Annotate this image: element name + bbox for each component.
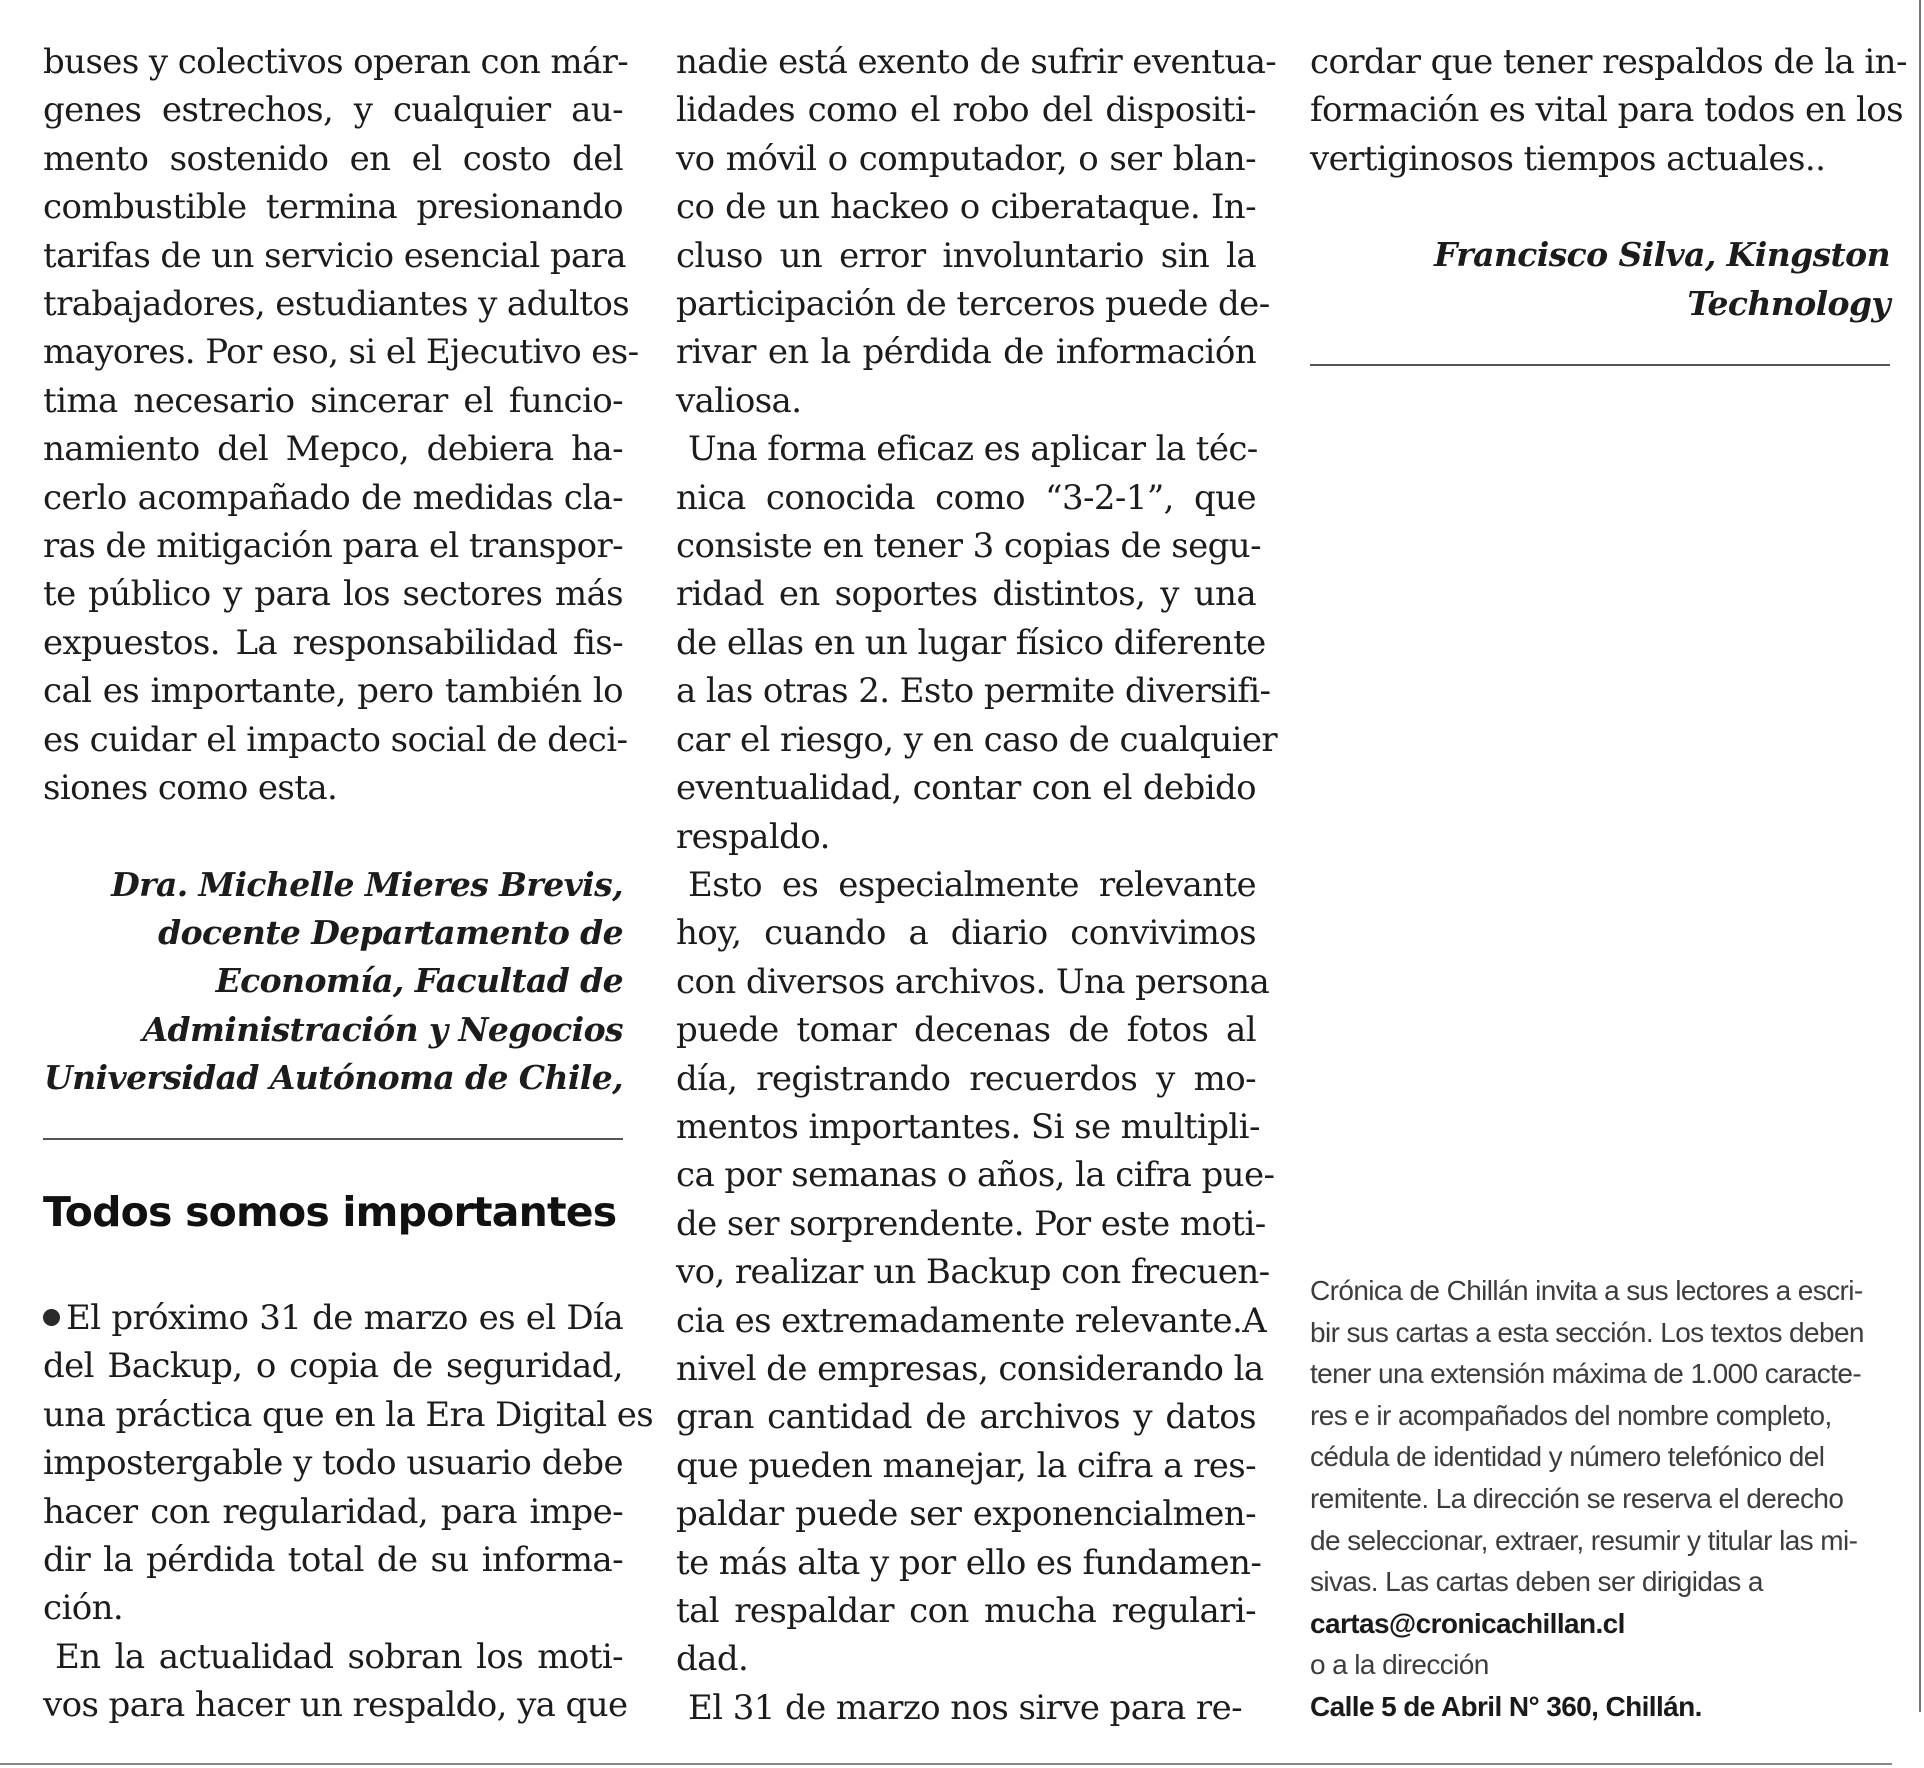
letter-2-title: Todos somos importantes — [43, 1188, 617, 1236]
text-line: El 31 de marzo nos sirve para re- — [688, 1687, 1242, 1728]
text-line: vo móvil o computador, o ser blan- — [676, 138, 1256, 179]
text-line: nica conocida como “3-2-1”, que — [676, 477, 1256, 518]
divider — [1310, 364, 1890, 366]
text-line: buses y colectivos operan con már- — [43, 42, 629, 82]
text-line: dir la pérdida total de su informa- — [43, 1540, 623, 1581]
text-line: hacer con regularidad, para impe- — [43, 1491, 623, 1532]
text-line — [43, 1294, 623, 1342]
text-line: co de un hackeo o ciberataque. In- — [676, 187, 1256, 228]
bullet-icon — [43, 1309, 60, 1326]
column-2 — [676, 38, 1278, 1732]
text-line-content: El próximo 31 de marzo es el Día — [66, 1298, 623, 1338]
text-line: vertiginosos tiempos actuales.. — [1310, 138, 1826, 179]
text-line: cluso un error involuntario sin la — [676, 235, 1256, 276]
text-line: cal es importante, pero también lo — [43, 671, 623, 712]
text-line: una práctica que en la Era Digital es — [43, 1394, 654, 1435]
right-border — [1919, 0, 1921, 1712]
text-line: te más alta y por ello es fundamen- — [676, 1542, 1262, 1583]
text-line: mentos importantes. Si se multipli- — [676, 1106, 1260, 1147]
note-line: bir sus cartas a esta sección. Los textos deben — [1310, 1316, 1864, 1348]
text-line: dad. — [676, 1639, 749, 1680]
text-line: hoy, cuando a diario convivimos — [676, 913, 1256, 954]
signature-line: Economía, Facultad de — [215, 961, 623, 1001]
text-line: expuestos. La responsabilidad fis- — [43, 622, 623, 663]
text-line: gran cantidad de archivos y datos — [676, 1397, 1256, 1438]
note-line: o a la dirección — [1310, 1649, 1489, 1681]
text-line: del Backup, o copia de seguridad, — [43, 1346, 623, 1387]
submission-note — [1310, 1270, 1890, 1728]
column-3 — [1310, 38, 1907, 328]
text-line: tal respaldar con mucha regulari- — [676, 1591, 1256, 1631]
signature-line: Francisco Silva, Kingston — [1434, 235, 1890, 275]
text-line: nivel de empresas, considerando la — [676, 1348, 1264, 1389]
text-line: lidades como el robo del dispositi- — [676, 90, 1256, 131]
signature-line: docente Departamento de — [158, 912, 623, 952]
signature-line: Administración y Negocios — [142, 1009, 623, 1049]
text-line: combustible termina presionando — [43, 187, 623, 228]
text-line: que pueden manejar, la cifra a res- — [676, 1445, 1256, 1486]
text-line: mayores. Por eso, si el Ejecutivo es- — [43, 332, 639, 373]
signature-line: Dra. Michelle Mieres Brevis, — [111, 864, 623, 904]
text-line: a las otras 2. Esto permite diversifi- — [676, 671, 1271, 712]
postal-address: Calle 5 de Abril N° 360, Chillán. — [1310, 1690, 1702, 1722]
text-line: vo, realizar un Backup con frecuen- — [676, 1252, 1270, 1293]
text-line: ca por semanas o años, la cifra pue- — [676, 1155, 1275, 1196]
letter-2-body — [43, 1294, 654, 1730]
bottom-border — [0, 1763, 1892, 1765]
text-line: Una forma eficaz es aplicar la téc- — [688, 429, 1258, 470]
letter-3-signature — [1310, 231, 1890, 328]
text-line: respaldo. — [676, 816, 830, 857]
text-line: genes estrechos, y cualquier au- — [43, 90, 623, 131]
text-line: tima necesario sincerar el funcio- — [43, 380, 623, 421]
text-line: te público y para los sectores más — [43, 574, 623, 615]
text-line: eventualidad, contar con el debido — [676, 768, 1256, 809]
text-line: impostergable y todo usuario debe — [43, 1443, 623, 1484]
letter-1-signature — [43, 861, 623, 1103]
note-line: remitente. La dirección se reserva el derecho — [1310, 1482, 1844, 1514]
text-line: ción. — [43, 1588, 124, 1629]
note-line: de seleccionar, extraer, resumir y titular las mi- — [1310, 1524, 1858, 1556]
text-line: tarifas de un servicio esencial para — [43, 235, 626, 276]
text-line: de ser sorprendente. Por este moti- — [676, 1203, 1266, 1244]
text-line: es cuidar el impacto social de deci- — [43, 719, 628, 760]
note-line: tener una extensión máxima de 1.000 caracte- — [1310, 1358, 1862, 1390]
text-line: formación es vital para todos en los — [1310, 90, 1903, 131]
text-line: trabajadores, estudiantes y adultos — [43, 284, 630, 325]
text-line: rivar en la pérdida de información — [676, 332, 1256, 373]
signature-line: Technology — [1687, 283, 1890, 323]
text-line: siones como esta. — [43, 768, 338, 809]
text-line: Esto es especialmente relevante — [688, 864, 1256, 905]
letter-1-body — [43, 38, 639, 813]
text-line: nadie está exento de sufrir eventua- — [676, 42, 1277, 82]
text-line: paldar puede ser exponencialmen- — [676, 1494, 1256, 1535]
column-1 — [43, 38, 639, 1103]
note-line: sivas. Las cartas deben ser dirigidas a — [1310, 1566, 1763, 1598]
text-line: vos para hacer un respaldo, ya que — [43, 1685, 628, 1726]
note-line: Crónica de Chillán invita a sus lectores a escri- — [1310, 1275, 1863, 1306]
text-line: día, registrando recuerdos y mo- — [676, 1058, 1256, 1099]
note-line: cédula de identidad y número telefónico del — [1310, 1441, 1825, 1473]
signature-line: Universidad Autónoma de Chile, — [43, 1058, 623, 1098]
text-line: namiento del Mepco, debiera ha- — [43, 429, 623, 470]
text-line: de ellas en un lugar físico diferente — [676, 622, 1266, 663]
text-line: participación de terceros puede de- — [676, 284, 1270, 325]
text-line: cia es extremadamente relevante.A — [676, 1300, 1267, 1341]
text-line: car el riesgo, y en caso de cualquier — [676, 719, 1278, 760]
note-line: res e ir acompañados del nombre completo, — [1310, 1399, 1832, 1431]
text-line: cordar que tener respaldos de la in- — [1310, 42, 1907, 82]
text-line: con diversos archivos. Una persona — [676, 961, 1270, 1002]
text-line: consiste en tener 3 copias de segu- — [676, 526, 1261, 567]
text-line: valiosa. — [676, 380, 802, 421]
divider — [43, 1138, 623, 1140]
text-line: ras de mitigación para el transpor- — [43, 526, 623, 567]
email-address: cartas@cronicachillan.cl — [1310, 1607, 1625, 1639]
text-line: cerlo acompañado de medidas cla- — [43, 477, 623, 518]
text-line: puede tomar decenas de fotos al — [676, 1010, 1256, 1051]
text-line: En la actualidad sobran los moti- — [55, 1636, 623, 1677]
text-line: mento sostenido en el costo del — [43, 138, 623, 179]
text-line: ridad en soportes distintos, y una — [676, 574, 1256, 615]
